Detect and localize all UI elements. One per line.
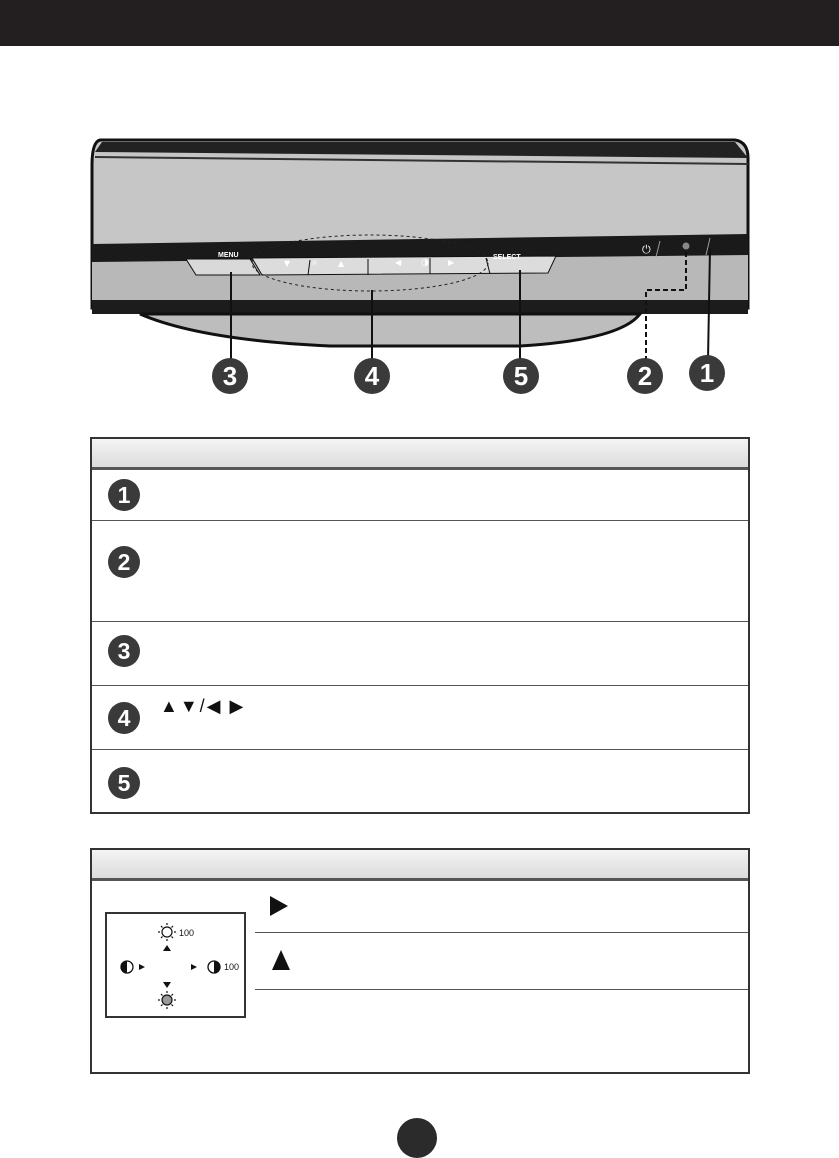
controls-table-header <box>92 439 748 470</box>
callout-1: 1 <box>689 355 725 391</box>
row-number-5: 5 <box>108 767 140 799</box>
direct-access-table-header <box>92 850 748 881</box>
svg-text:▲: ▲ <box>338 259 345 268</box>
controls-table <box>90 437 750 814</box>
svg-text:▶: ▶ <box>448 258 455 267</box>
table-row <box>92 621 748 685</box>
svg-text:⏻: ⏻ <box>642 243 651 256</box>
arrow-buttons-icon: ▲▼/◀ ▶ <box>160 696 246 716</box>
table-row <box>92 470 748 520</box>
page-number-badge <box>397 1118 437 1158</box>
svg-text:◀: ◀ <box>395 258 402 267</box>
callout-3: 3 <box>212 358 248 394</box>
callout-4: 4 <box>354 358 390 394</box>
divider <box>255 989 748 990</box>
callout-2: 2 <box>627 358 663 394</box>
svg-text:☼: ☼ <box>310 259 319 269</box>
divider <box>255 932 748 933</box>
brightness-low-icon <box>158 991 176 1009</box>
table-row <box>92 749 748 813</box>
osd-diagram <box>105 912 246 1018</box>
right-arrow-icon <box>270 896 288 916</box>
brightness-value: 100 <box>179 928 195 938</box>
svg-text:◑: ◑ <box>421 258 429 268</box>
row-number-3: 3 <box>108 635 140 667</box>
table-row <box>92 520 748 621</box>
callout-5: 5 <box>503 358 539 394</box>
table-row <box>92 685 748 749</box>
svg-text:▼: ▼ <box>284 259 291 268</box>
row-number-2: 2 <box>108 546 140 578</box>
select-label: SELECT <box>493 254 521 261</box>
contrast-value: 100 <box>224 962 240 972</box>
row-number-4: 4 <box>108 702 140 734</box>
menu-label: MENU <box>218 252 239 259</box>
direct-access-table <box>90 848 750 1074</box>
brightness-icon <box>158 923 176 941</box>
up-arrow-icon <box>272 950 290 970</box>
row-number-1: 1 <box>108 479 140 511</box>
monitor-front-panel <box>0 0 839 410</box>
